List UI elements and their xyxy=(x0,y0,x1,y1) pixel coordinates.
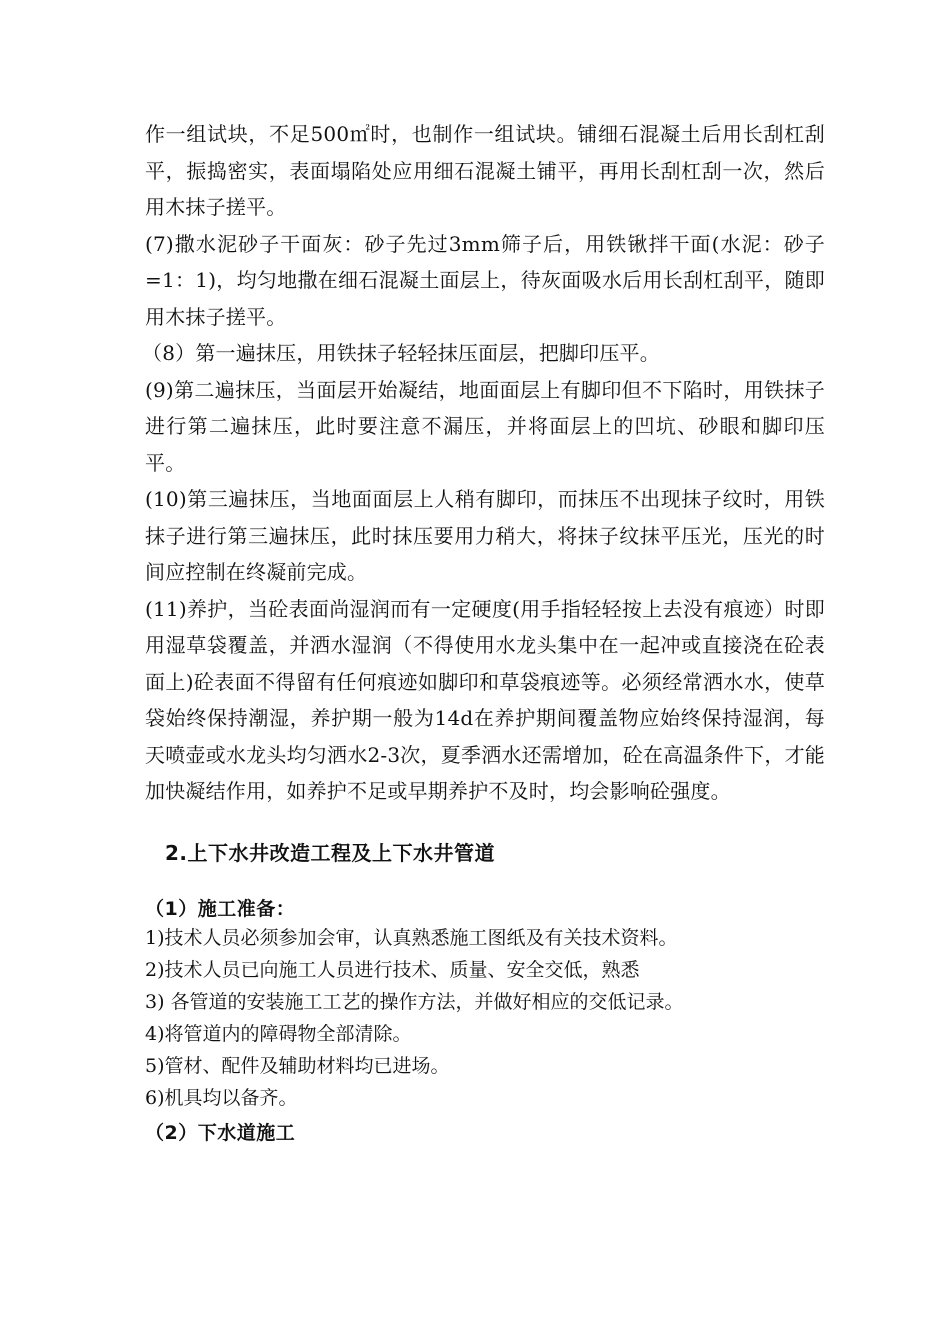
paragraph-continuation: 作一组试块，不足500㎡时，也制作一组试块。铺细石混凝土后用长刮杠刮平，振捣密实，表面塌陷处应用细石混凝土铺平，再用长刮杠刮一次，然后用木抹子搓平。 xyxy=(145,122,825,219)
paragraph-step-9: (9)第二遍抹压，当面层开始凝结，地面面层上有脚印但不下陷时，用铁抹子进行第二遍抹压，此时要注意不漏压，并将面层上的凹坑、砂眼和脚印压平。 xyxy=(145,377,825,475)
list-item: 6)机具均以备齐。 xyxy=(145,1086,298,1109)
document-body xyxy=(142,116,825,1148)
list-item: 4)将管道内的障碍物全部清除。 xyxy=(145,1022,412,1045)
section-heading: 2.上下水井改造工程及上下水井管道 xyxy=(165,840,496,865)
paragraph-step-7: (7)撒水泥砂子干面灰：砂子先过3mm筛子后，用铁锹拌干面(水泥：砂子=1：1)，均匀地撒在细石混凝土面层上，待灰面吸水后用长刮杠刮平，随即用木抹子搓平。 xyxy=(145,231,825,329)
paragraph-step-11: (11)养护，当砼表面尚湿润而有一定硬度(用手指轻轻按上去没有痕迹）时即用湿草袋覆盖，并洒水湿润（不得使用水龙头集中在一起冲或直接浇在砼表面上)砼表面不得留有任何痕迹如脚印和草袋痕迹等。必须经常洒水水，使草袋始终保持潮湿，养护期一般为14d在养护期间覆盖物应始终保持湿润，每天喷壶或水龙头均匀洒水2-3次，夏季洒水还需增加，砼在高温条件下，才能加快凝结作用，如养护不足或早期养护不及时，均会影响砼强度。 xyxy=(145,596,825,803)
list-item: 2)技术人员已向施工人员进行技术、质量、安全交低，熟悉 xyxy=(145,958,640,981)
list-item: 3) 各管道的安装施工工艺的操作方法，并做好相应的交低记录。 xyxy=(145,990,684,1013)
paragraph-step-10: (10)第三遍抹压，当地面面层上人稍有脚印，而抹压不出现抹子纹时，用铁抹子进行第三遍抹压，此时抹压要用力稍大，将抹子纹抹平压光，压光的时间应控制在终凝前完成。 xyxy=(145,487,825,584)
subsection-heading-sewer: （2）下水道施工 xyxy=(145,1121,296,1144)
subsection-heading-preparation: （1）施工准备： xyxy=(145,897,296,920)
list-item: 1)技术人员必须参加会审，认真熟悉施工图纸及有关技术资料。 xyxy=(145,926,678,949)
list-item: 5)管材、配件及辅助材料均已进场。 xyxy=(145,1054,450,1077)
paragraph-step-8: （8）第一遍抹压，用铁抹子轻轻抹压面层，把脚印压平。 xyxy=(142,341,660,365)
